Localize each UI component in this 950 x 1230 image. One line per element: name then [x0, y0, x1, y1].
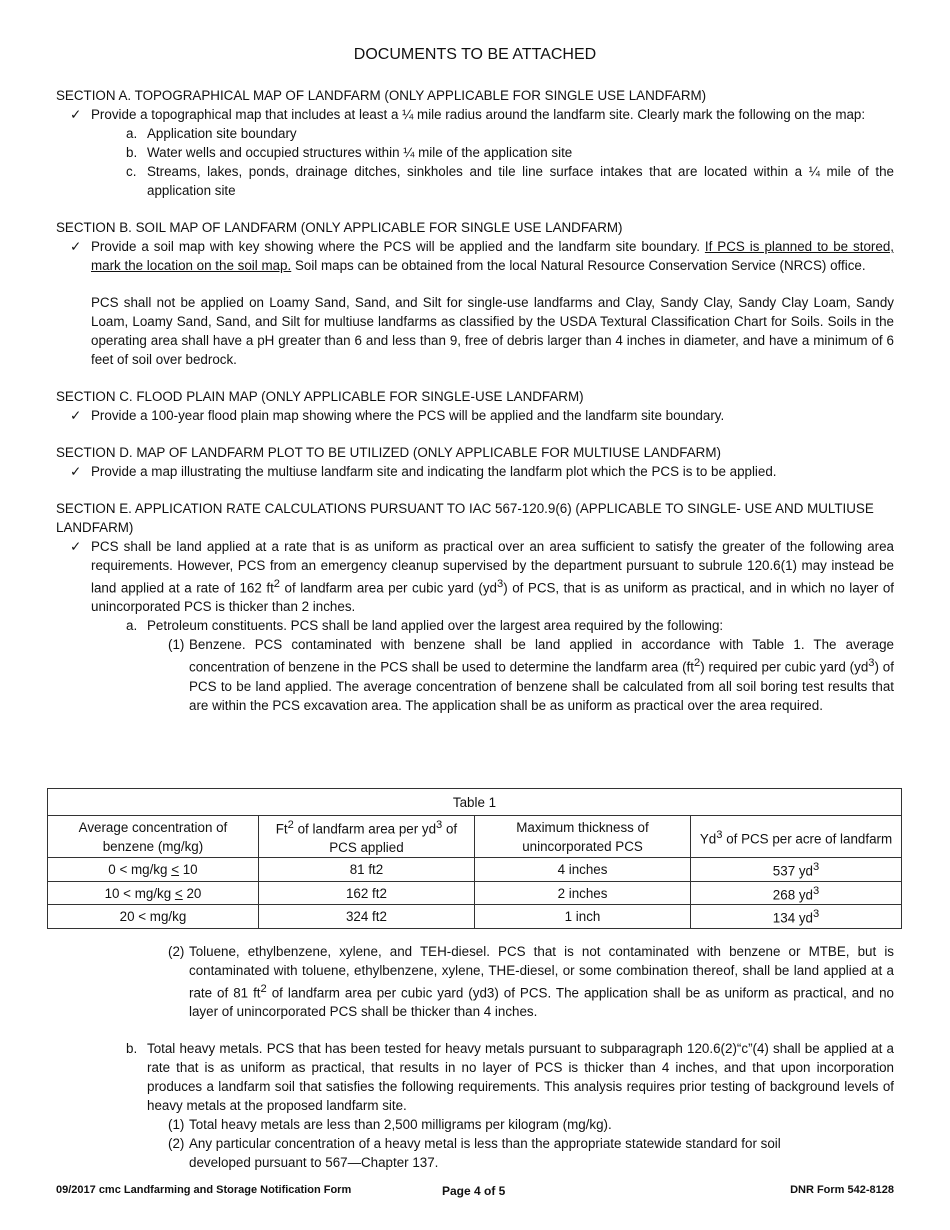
table-cell: 10 < mg/kg < 20 — [48, 881, 259, 904]
table-cell: 2 inches — [474, 881, 690, 904]
list-label: (1) — [168, 637, 185, 653]
list-item — [111, 124, 894, 143]
table-cell: 537 $yd^3$ — [691, 858, 902, 881]
section-a-bullet-text: Provide a topographical map that includes at least a ¼ mile radius around the landfarm site. Clearly mark the following on the map: — [91, 107, 866, 122]
table-caption: Table 1 — [48, 789, 902, 816]
page-title: DOCUMENTS TO BE ATTACHED — [353, 46, 597, 63]
benzene-sublist — [168, 635, 894, 714]
list-item — [111, 1039, 894, 1115]
table-row — [48, 858, 902, 881]
footer-form-number: DNR Form 542-8128 — [790, 1184, 894, 1196]
section-e-bullet-text: PCS shall be land applied at a rate that is as uniform as practical over an area sufficient to satisfy the greater of the following area requirements. However, PCS from an emergency cleanup supervised by the department pursuant to subrule 120.6(1) may instead be land applied at a rate of 162 $ft^2$ of landfarm area per cubic yard $(yd^3)$ of PCS, that is as uniform as practical, and in which no layer of unincorporated PCS is thicker than 2 inches. — [91, 539, 895, 615]
list-item-text: Any particular concentration of a heavy metal is less than the appropriate statewide standard for soil developed pursuant to 567—Chapter 137. — [189, 1136, 781, 1171]
section-b-heading: SECTION B. SOIL MAP OF LANDFARM (ONLY APPLICABLE FOR SINGLE USE LANDFARM) — [56, 220, 623, 235]
checkmark-icon: ✓ — [70, 539, 82, 554]
section-e-heading: SECTION E. APPLICATION RATE CALCULATIONS PURSUANT TO IAC 567-120.9(6) (APPLICABLE TO SINGLE- USE AND MULTIUSE LANDFARM) — [56, 501, 874, 535]
list-item-text: Total heavy metals are less than 2,500 milligrams per kilogram (mg/kg). — [189, 1117, 612, 1133]
section-a-list — [111, 124, 894, 200]
section-c-heading: SECTION C. FLOOD PLAIN MAP (ONLY APPLICABLE FOR SINGLE-USE LANDFARM) — [56, 389, 584, 404]
footer-page-number: Page 4 of 5 — [442, 1184, 506, 1198]
footer-form-date: 09/2017 cmc Landfarming and Storage Notification Form — [56, 1184, 352, 1196]
list-label: c. — [126, 164, 137, 179]
heavy-metals-list — [111, 1039, 894, 1115]
table-cell: 162 ft2 — [258, 881, 474, 904]
list-item-text: Streams, lakes, ponds, drainage ditches, sinkholes and tile line surface intakes that are located within a ¼ mile of the application site — [147, 164, 894, 198]
section-c-bullet-text: Provide a 100-year flood plain map showing where the PCS will be applied and the landfarm site boundary. — [91, 408, 725, 423]
table-cell: 268 $yd^3$ — [691, 881, 902, 904]
checkmark-icon: ✓ — [70, 408, 82, 423]
list-item — [168, 942, 894, 1021]
list-label: b. — [126, 145, 138, 160]
section-b-bullet — [70, 237, 894, 275]
table-cell: 4 inches — [474, 858, 690, 881]
section-d-heading: SECTION D. MAP OF LANDFARM PLOT TO BE UTILIZED (ONLY APPLICABLE FOR MULTIUSE LANDFARM) — [56, 445, 721, 460]
table-header-row — [48, 816, 902, 858]
section-e-list — [111, 616, 894, 635]
heavy-metals-sublist — [168, 1115, 894, 1172]
list-item — [168, 635, 894, 714]
table-1 — [47, 788, 902, 929]
lower-content — [56, 942, 894, 1172]
list-label: (2) — [168, 1136, 185, 1152]
list-label: (1) — [168, 1117, 185, 1133]
section-c-bullet — [70, 406, 894, 425]
section-a-bullet — [70, 105, 894, 124]
section-d-bullet — [70, 462, 894, 481]
table-cell: 20 < mg/kg — [48, 905, 259, 928]
section-e-bullet — [70, 537, 894, 616]
checkmark-icon: ✓ — [70, 239, 82, 254]
teh-sublist — [168, 942, 894, 1021]
table-cell: 81 ft2 — [258, 858, 474, 881]
list-label: a. — [126, 618, 138, 634]
list-item — [111, 616, 894, 635]
list-item — [168, 1134, 894, 1172]
checkmark-icon: ✓ — [70, 464, 82, 479]
list-item-text: Petroleum constituents. PCS shall be land applied over the largest area required by the following: — [147, 618, 724, 634]
list-item-text: Application site boundary — [147, 126, 297, 141]
section-b-bullet-text: Provide a soil map with key showing where the PCS will be applied and the landfarm site boundary. If PCS is planned to be stored, mark the location on the soil map. Soil maps can be obtained from the local Natural Resource Conservation Service (NRCS) office. — [91, 239, 894, 273]
column-header: Ft$^2$ of landfarm area per $yd^3$ of PCS applied — [258, 816, 474, 858]
list-label: (2) — [168, 944, 185, 959]
list-item-text: Benzene. PCS contaminated with benzene shall be land applied in accordance with Table 1. The average concentration of benzene in the PCS shall be used to determine the landfarm area $(ft^2)$ required per cubic yard $(yd^3)$ of PCS to be land applied. The average concentration of benzene shall be calculated from all soil boring test results that are within the PCS excavation area. The application shall be as uniform as practical over the area required. — [189, 637, 894, 713]
table-cell: 1 inch — [474, 905, 690, 928]
list-item-text: Toluene, ethylbenzene, xylene, and TEH-diesel. PCS that is not contaminated with benzene or MTBE, but is contaminated with toluene, ethylbenzene, xylene, THE-diesel, or some combination thereof, shall be land applied at a rate of 81 $ft^2$ of landfarm area per cubic yard (yd3) of PCS. The application shall be as uniform as practical, and no layer of unincorporated PCS shall be thicker than 4 inches. — [189, 944, 894, 1020]
table-row — [48, 905, 902, 928]
list-label: a. — [126, 126, 138, 141]
list-item — [111, 143, 894, 162]
table-cell: 134 $yd^3$ — [691, 905, 902, 928]
document-body — [56, 86, 894, 715]
section-d-bullet-text: Provide a map illustrating the multiuse landfarm site and indicating the landfarm plot which the PCS is to be applied. — [91, 464, 777, 479]
storage-note: If PCS is planned to be stored, mark the location on the soil map. — [91, 239, 894, 273]
table-cell: 0 < mg/kg < 10 — [48, 858, 259, 881]
list-label: b. — [126, 1041, 138, 1057]
checkmark-icon: ✓ — [70, 107, 82, 122]
soil-restrictions-paragraph: PCS shall not be applied on Loamy Sand, Sand, and Silt for single-use landfarms and Clay, Sandy Clay, Sandy Clay Loam, Sandy Loam, Loamy Sand, Sand, and Silt for multiuse landfarms as classified by the USDA Textural Classification Chart for Soils. Soils in the operating area shall have a pH greater than 6 and less than 9, free of debris larger than 4 inches in diameter, and have a minimum of 6 feet of soil over bedrock. — [91, 295, 894, 367]
table-cell: 324 ft2 — [258, 905, 474, 928]
column-header: Average concentration of benzene (mg/kg) — [48, 816, 259, 858]
column-header: Yd$^3$ of PCS per acre of landfarm — [691, 816, 902, 858]
list-item — [111, 162, 894, 200]
table-row — [48, 881, 902, 904]
column-header: Maximum thickness of unincorporated PCS — [474, 816, 690, 858]
list-item — [168, 1115, 894, 1134]
list-item-text: Total heavy metals. PCS that has been tested for heavy metals pursuant to subparagraph 120.6(2)“c”(4) shall be applied at a rate that is as uniform as practical, that results in no layer of PCS is thicker than 4 inches, and that upon incorporation produces a landfarm soil that satisfies the following requirements. This analysis requires prior testing of background levels of heavy metals at the proposed landfarm site. — [147, 1041, 894, 1114]
section-a-heading: SECTION A. TOPOGRAPHICAL MAP OF LANDFARM (ONLY APPLICABLE FOR SINGLE USE LANDFARM) — [56, 88, 707, 103]
list-item-text: Water wells and occupied structures within ¼ mile of the application site — [147, 145, 573, 160]
